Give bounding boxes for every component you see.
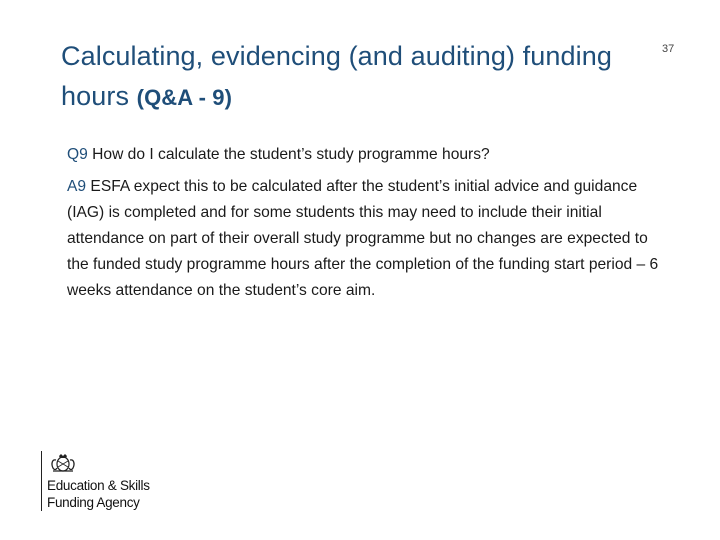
question-prefix: Q9 xyxy=(67,146,88,163)
answer-text: ESFA expect this to be calculated after the student’s initial advice and guidance (IAG) is completed and for some students this may need to include their initial attendance on part of their overall study programme but no changes are expected to the funded study programme hours after the completion of the funding start period – 6 weeks attendance on the student’s core aim. xyxy=(67,178,659,299)
slide-title-suffix: (Q&A - 9) xyxy=(136,85,233,110)
logo-line-2: Funding Agency xyxy=(47,495,140,510)
slide-title-main: Calculating, evidencing (and auditing) funding hours xyxy=(61,41,612,111)
question-text: How do I calculate the student’s study programme hours? xyxy=(92,146,490,163)
logo-text xyxy=(47,477,150,511)
question-block xyxy=(67,142,667,168)
slide-title xyxy=(61,36,661,118)
page-number: 37 xyxy=(662,43,675,55)
answer-block xyxy=(67,174,667,304)
royal-crest-icon xyxy=(48,451,78,475)
logo-rule xyxy=(41,451,42,511)
slide-body xyxy=(67,142,667,304)
logo-line-1: Education & Skills xyxy=(47,478,150,493)
esfa-logo xyxy=(38,448,238,518)
answer-prefix: A9 xyxy=(67,178,87,195)
